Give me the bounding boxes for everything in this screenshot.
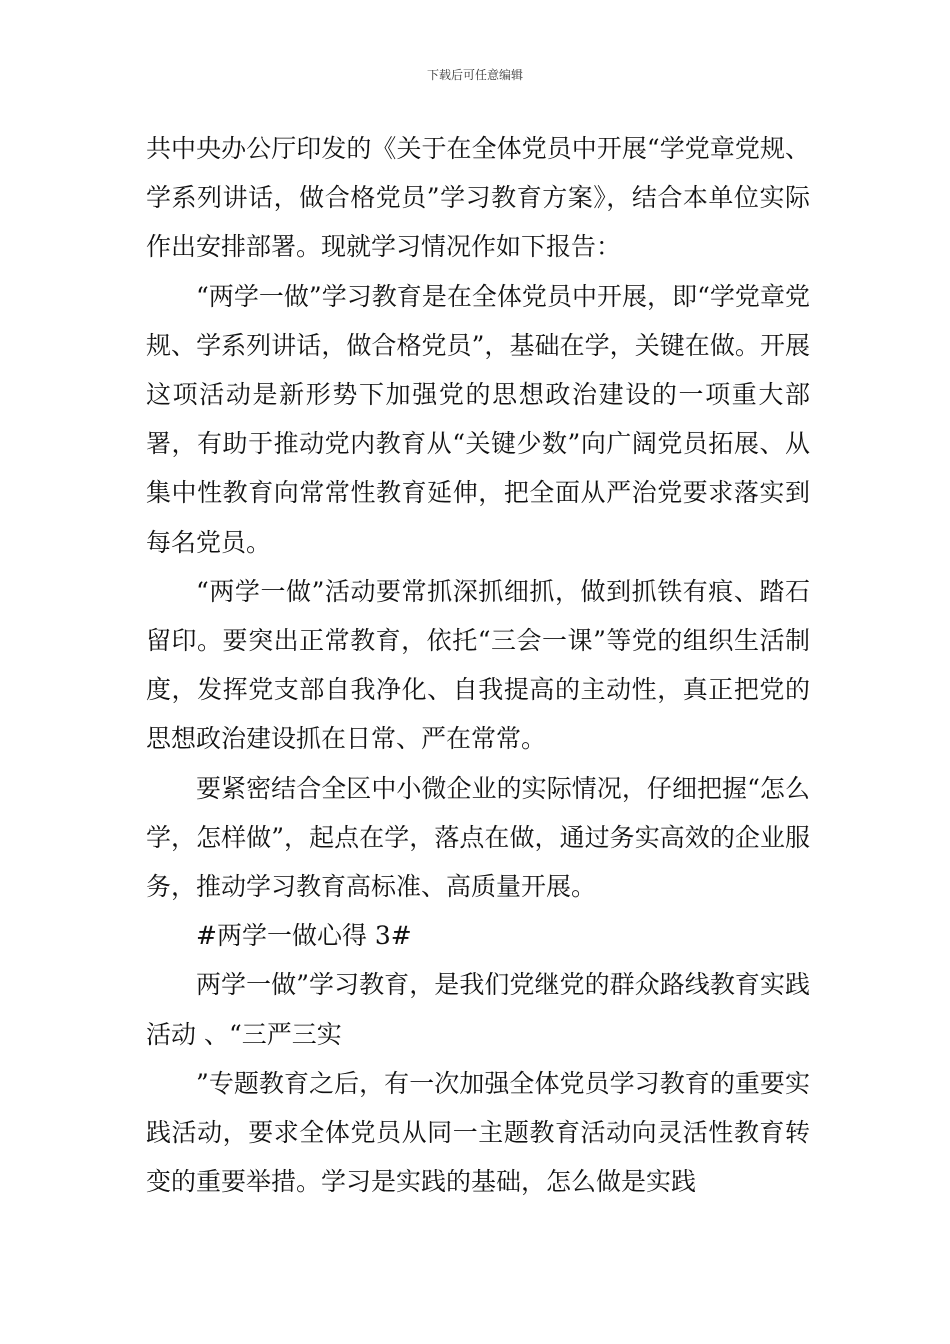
paragraph: “两学一做”学习教育是在全体党员中开展，即“学党章党规、学系列讲话，做合格党员”，基础在学，关键在做。开展这项活动是新形势下加强党的思想政治建设的一项重大部署，有助于推动党内教育从“关键少数”向广阔党员拓展、从集中性教育向常常性教育延伸，把全面从严治党要求落实到每名党员。 bbox=[146, 281, 810, 557]
document-body bbox=[146, 124, 810, 1206]
paragraph: ”专题教育之后，有一次加强全体党员学习教育的重要实践活动，要求全体党员从同一主题教育活动向灵活性教育转变的重要举措。学习是实践的基础，怎么做是实践 bbox=[146, 1068, 810, 1197]
paragraph: 两学一做”学习教育，是我们党继党的群众路线教育实践活动 、“三严三实 bbox=[146, 970, 810, 1049]
download-note: 下载后可任意编辑 bbox=[426, 68, 523, 82]
paragraph: 共中央办公厅印发的《关于在全体党员中开展“学党章党规、学系列讲话，做合格党员”学习教育方案》，结合本单位实际作出安排部署。现就学习情况作如下报告： bbox=[146, 134, 810, 262]
paragraph: 要紧密结合全区中小微企业的实际情况，仔细把握“怎么学，怎样做”，起点在学，落点在做，通过务实高效的企业服务，推动学习教育高标准、高质量开展。 bbox=[146, 773, 810, 902]
paragraph: “两学一做”活动要常抓深抓细抓，做到抓铁有痕、踏石留印。要突出正常教育，依托“三会一课”等党的组织生活制度，发挥党支部自我净化、自我提高的主动性，真正把党的思想政治建设抓在日常、严在常常。 bbox=[146, 576, 810, 754]
section-heading: #两学一做心得 3# bbox=[196, 921, 412, 951]
